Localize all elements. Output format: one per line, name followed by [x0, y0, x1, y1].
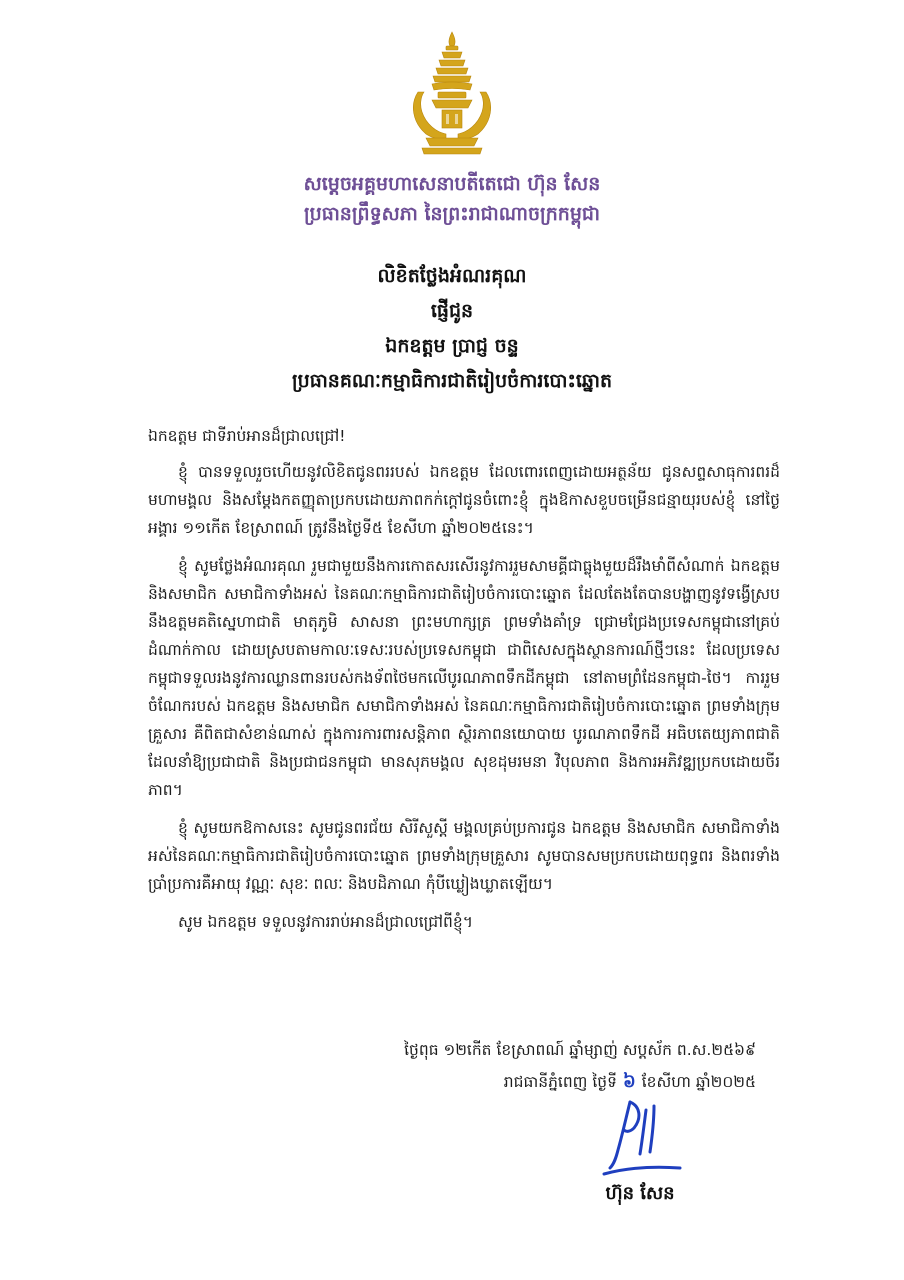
letter-sent-to: ផ្ញើជូន — [430, 300, 474, 322]
recipient-name: ឯកឧត្តម ប្រាជ្ញ ចន្ទ — [385, 335, 519, 357]
paragraph-1: ខ្ញុំ បានទទួលរួចហើយនូវលិខិតជូនពររបស់ ឯកឧត្តម ដែលពោរពេញដោយអត្ថន័យ ជូនសព្ទសាធុការពរដ៏មហាមង្គល និងសម្តែងកតញ្ញុតាប្រកបដោយភាពកក់ក្តៅជូនចំពោះខ្ញុំ ក្នុងឱកាសខួបចម្រើនជន្មាយុរបស់ខ្ញុំ នៅថ្ងៃអង្គារ ១១កើត ខែស្រាពណ៍ ត្រូវនឹងថ្ងៃទី៥ ខែសីហា ឆ្នាំ២០២៥នេះ។ — [148, 463, 780, 537]
header-name: សម្តេចអគ្គមហាសេនាបតីតេជោ ហ៊ុន សែន — [303, 173, 601, 195]
paragraph-2: ខ្ញុំ សូមថ្លែងអំណរគុណ រួមជាមួយនឹងការកោតសរសើរនូវការរួមសាមគ្គីជាធ្លុងមួយដ៏រឹងមាំពីសំណាក់ ឯកឧត្តម និងសមាជិក សមាជិកាទាំងអស់ នៃគណៈកម្មាធិការជាតិរៀបចំការបោះឆ្នោត ដែលតែងតែបានបង្ហាញនូវទង្វើស្របនឹងឧត្តមគតិស្នេហាជាតិ មាតុភូមិ សាសនា ព្រះមហាក្សត្រ ព្រមទាំងគាំទ្រ ជ្រោមជ្រែងប្រទេសកម្ពុជានៅគ្រប់ដំណាក់កាល ដោយស្របតាមកាលៈទេសៈរបស់ប្រទេសកម្ពុជា ជាពិសេសក្នុងស្ថានការណ៍ថ្មីៗនេះ ដែលប្រទេសកម្ពុជាទទួលរងនូវការឈ្លានពានរបស់កងទ័ពថៃមកលើបូរណភាពទឹកដីកម្ពុជា នៅតាមព្រំដែនកម្ពុជា-ថៃ។ ការរួមចំណែករបស់ ឯកឧត្តម និងសមាជិក សមាជិកាទាំងអស់ នៃគណៈកម្មាធិការជាតិរៀបចំការបោះឆ្នោត ព្រមទាំងក្រុមគ្រួសារ គឺពិតជាសំខាន់ណាស់ ក្នុងការការពារសន្តិភាព ស្ថិរភាពនយោបាយ បូរណភាពទឹកដី អធិបតេយ្យភាពជាតិ ដែលនាំឱ្យប្រជាជាតិ និងប្រជាជនកម្ពុជា មានសុភមង្គល សុខដុមរមនា វិបុលភាព និងការអភិវឌ្ឍប្រកបដោយចីរភាព។ — [148, 557, 780, 799]
lunar-date: ថ្ងៃពុធ ១២កើត ខែស្រាពណ៍ ឆ្នាំម្សាញ់ សប្តស័ក ព.ស.២៥៦៩ — [404, 1041, 756, 1059]
closing-line: សូម ឯកឧត្តម ទទួលនូវការរាប់អានដ៏ជ្រាលជ្រៅពីខ្ញុំ។ — [178, 913, 473, 931]
signatory-name: ហ៊ុន សែន — [605, 1183, 675, 1204]
month-year: ខែសីហា ឆ្នាំ២០២៥ — [641, 1073, 756, 1091]
day-number-handwritten: ៦ — [622, 1071, 636, 1092]
paragraph-3: ខ្ញុំ សូមយកឱកាសនេះ សូមជូនពរជ័យ សិរីសួស្តី មង្គលគ្រប់ប្រការជូន ឯកឧត្តម និងសមាជិក សមាជិកាទាំងអស់នៃគណៈកម្មាធិការជាតិរៀបចំការបោះឆ្នោត ព្រមទាំងក្រុមគ្រួសារ សូមបានសមប្រកបដោយពុទ្ធពរ និងពរទាំងប្រាំប្រការគឺអាយុ វណ្ណៈ សុខៈ ពលៈ និងបដិភាណ កុំបីឃ្លៀងឃ្លាតឡើយ។ — [148, 819, 780, 893]
letter-title: លិខិតថ្លែងអំណរគុណ — [377, 265, 527, 287]
senate-emblem-icon — [402, 30, 502, 158]
letter-body — [148, 422, 780, 946]
recipient-position: ប្រធានគណៈកម្មាធិការជាតិរៀបចំការបោះឆ្នោត — [291, 370, 613, 392]
signature-icon — [596, 1092, 686, 1184]
header-position: ប្រធានព្រឹទ្ធសភា នៃព្រះរាជាណាចក្រកម្ពុជា — [304, 203, 600, 225]
salutation: ឯកឧត្តម ជាទីរាប់អានដ៏ជ្រាលជ្រៅ! — [148, 427, 346, 445]
place-date-prefix: រាជធានីភ្នំពេញ ថ្ងៃទី — [503, 1073, 617, 1091]
